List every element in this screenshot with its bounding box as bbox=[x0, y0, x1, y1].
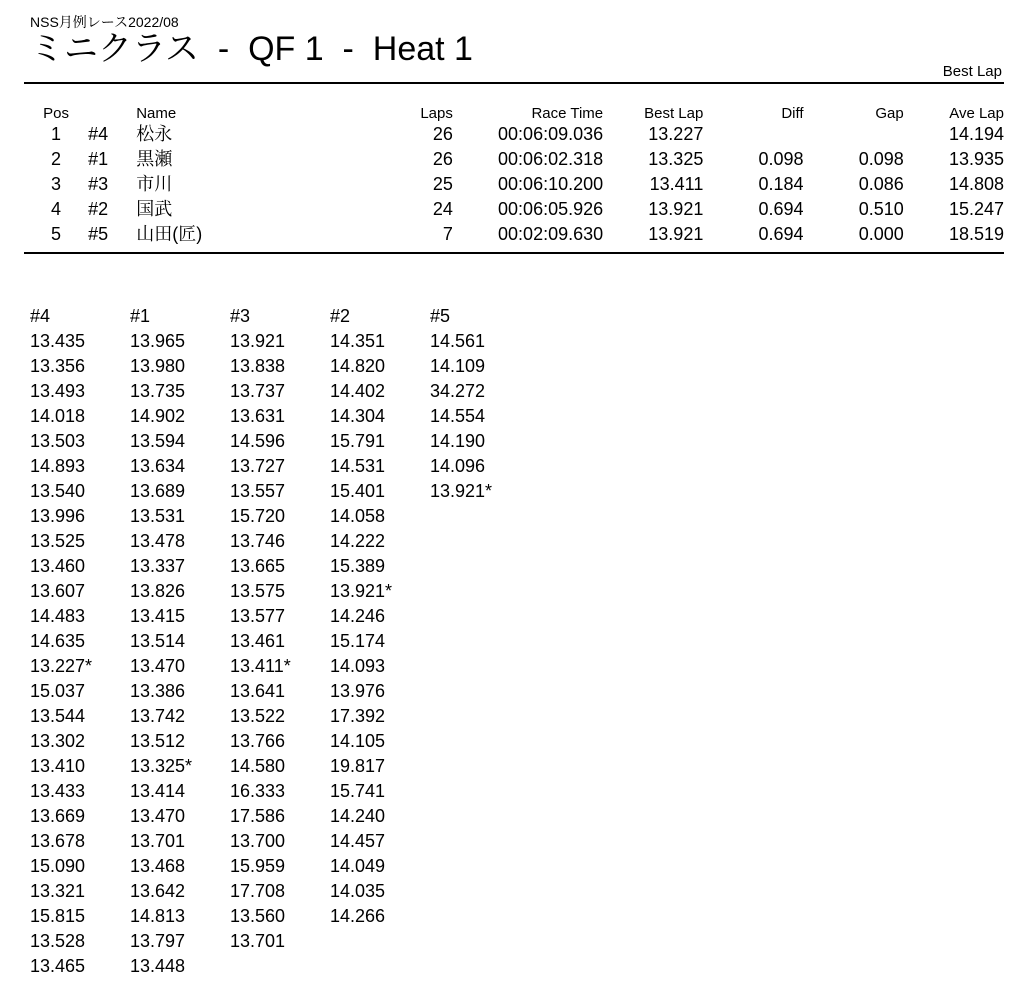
lap-time: 14.018 bbox=[30, 406, 86, 426]
lap-time: 13.634 bbox=[130, 456, 186, 476]
cell-diff: 0.694 bbox=[758, 199, 804, 219]
cell-best-lap: 13.227 bbox=[648, 124, 704, 144]
lap-time: 15.815 bbox=[30, 906, 86, 926]
lap-time: 13.727 bbox=[230, 456, 286, 476]
lap-time: 19.817 bbox=[330, 756, 386, 776]
lap-time: 13.735 bbox=[130, 381, 186, 401]
lap-time: 13.528 bbox=[30, 931, 86, 951]
col-ave-lap: Ave Lap bbox=[949, 105, 1004, 122]
cell-ave-lap: 14.194 bbox=[948, 124, 1004, 144]
results-body bbox=[24, 122, 1004, 247]
lap-time: 14.246 bbox=[330, 606, 386, 626]
lap-time: 13.557 bbox=[230, 481, 286, 501]
lap-time: 13.766 bbox=[230, 731, 286, 751]
event-name: NSS月例レース2022/08 bbox=[30, 14, 179, 30]
lap-time: 14.580 bbox=[230, 756, 286, 776]
lap-time: 13.665 bbox=[230, 556, 286, 576]
cell-pos: 1 bbox=[51, 124, 62, 144]
lap-time: 14.304 bbox=[330, 406, 386, 426]
lap-time: 13.461 bbox=[230, 631, 286, 651]
cell-gap bbox=[804, 122, 904, 147]
cell-race-time: 00:06:05.926 bbox=[498, 199, 604, 219]
results-table bbox=[24, 100, 1004, 247]
lap-time: 14.240 bbox=[330, 806, 386, 826]
lap-column bbox=[30, 304, 130, 979]
lap-time: 13.411* bbox=[230, 656, 291, 676]
cell-driver-name: 黒瀬 bbox=[136, 149, 173, 169]
lap-time: 13.460 bbox=[30, 556, 86, 576]
lap-time: 13.468 bbox=[130, 856, 186, 876]
lap-time: 14.531 bbox=[330, 456, 386, 476]
lap-time: 14.554 bbox=[430, 406, 486, 426]
cell-pos: 3 bbox=[51, 174, 62, 194]
lap-time: 13.493 bbox=[30, 381, 86, 401]
lap-time: 13.544 bbox=[30, 706, 86, 726]
lap-time: 13.512 bbox=[130, 731, 186, 751]
cell-laps: 24 bbox=[432, 199, 453, 219]
cell-laps: 26 bbox=[432, 149, 453, 169]
lap-time: 14.457 bbox=[330, 831, 386, 851]
lap-time: 13.797 bbox=[130, 931, 186, 951]
lap-time: 13.356 bbox=[30, 356, 86, 376]
lap-time: 13.826 bbox=[130, 581, 186, 601]
lap-time: 14.635 bbox=[30, 631, 86, 651]
lap-time: 13.577 bbox=[230, 606, 286, 626]
lap-time: 14.596 bbox=[230, 431, 286, 451]
lap-time: 13.478 bbox=[130, 531, 186, 551]
cell-car-number: #2 bbox=[88, 199, 109, 219]
lap-time: 14.105 bbox=[330, 731, 386, 751]
lap-time: 13.414 bbox=[130, 781, 186, 801]
lap-time: 13.838 bbox=[230, 356, 286, 376]
cell-best-lap: 13.411 bbox=[649, 174, 704, 194]
col-gap: Gap bbox=[875, 105, 904, 122]
cell-best-lap: 13.325 bbox=[648, 149, 704, 169]
lap-column bbox=[230, 304, 330, 979]
lap-time: 13.689 bbox=[130, 481, 186, 501]
col-num bbox=[88, 100, 136, 122]
lap-column-car: #2 bbox=[330, 306, 351, 326]
result-row bbox=[24, 147, 1004, 172]
results-header-row bbox=[24, 100, 1004, 122]
lap-time: 14.109 bbox=[430, 356, 486, 376]
lap-time: 13.921 bbox=[230, 331, 286, 351]
lap-time: 14.049 bbox=[330, 856, 386, 876]
lap-time: 15.389 bbox=[330, 556, 386, 576]
lap-time: 14.096 bbox=[430, 456, 486, 476]
lap-time: 14.402 bbox=[330, 381, 386, 401]
lap-time: 14.813 bbox=[130, 906, 186, 926]
result-row bbox=[24, 197, 1004, 222]
lap-time: 13.531 bbox=[130, 506, 186, 526]
cell-ave-lap: 18.519 bbox=[948, 224, 1004, 244]
lap-time: 13.642 bbox=[130, 881, 186, 901]
lap-times-grid bbox=[30, 304, 530, 979]
col-race-time: Race Time bbox=[531, 105, 604, 122]
lap-time: 13.514 bbox=[130, 631, 186, 651]
lap-time: 15.791 bbox=[330, 431, 386, 451]
lap-time: 13.701 bbox=[230, 931, 286, 951]
cell-driver-name: 山田(匠) bbox=[136, 224, 203, 244]
cell-car-number: #5 bbox=[88, 224, 109, 244]
lap-time: 13.700 bbox=[230, 831, 286, 851]
lap-time: 14.190 bbox=[430, 431, 486, 451]
col-name: Name bbox=[136, 105, 177, 122]
lap-time: 13.325* bbox=[130, 756, 193, 776]
cell-laps: 25 bbox=[432, 174, 453, 194]
lap-time: 13.503 bbox=[30, 431, 86, 451]
cell-laps: 26 bbox=[432, 124, 453, 144]
cell-ave-lap: 14.808 bbox=[948, 174, 1004, 194]
cell-gap: 0.000 bbox=[858, 224, 904, 244]
race-title: ミニクラス - QF 1 - Heat 1 bbox=[30, 30, 473, 68]
lap-time: 13.594 bbox=[130, 431, 186, 451]
cell-driver-name: 市川 bbox=[136, 174, 173, 194]
lap-time: 13.607 bbox=[30, 581, 86, 601]
lap-time: 13.415 bbox=[130, 606, 186, 626]
lap-time: 14.093 bbox=[330, 656, 386, 676]
col-best-lap: Best Lap bbox=[644, 105, 704, 122]
lap-time: 13.470 bbox=[130, 806, 186, 826]
lap-column-car: #5 bbox=[430, 306, 451, 326]
lap-time: 14.058 bbox=[330, 506, 386, 526]
lap-time: 15.401 bbox=[330, 481, 386, 501]
cell-race-time: 00:02:09.630 bbox=[498, 224, 604, 244]
cell-diff bbox=[703, 122, 803, 147]
lap-time: 17.586 bbox=[230, 806, 286, 826]
lap-time: 13.669 bbox=[30, 806, 86, 826]
col-pos: Pos bbox=[43, 105, 69, 122]
lap-time: 13.976 bbox=[330, 681, 386, 701]
result-row bbox=[24, 122, 1004, 147]
lap-time: 15.720 bbox=[230, 506, 286, 526]
cell-car-number: #3 bbox=[88, 174, 109, 194]
cell-diff: 0.184 bbox=[758, 174, 804, 194]
lap-time: 14.561 bbox=[430, 331, 486, 351]
lap-time: 13.575 bbox=[230, 581, 286, 601]
lap-column bbox=[130, 304, 230, 979]
lap-time: 14.820 bbox=[330, 356, 386, 376]
lap-time: 13.701 bbox=[130, 831, 186, 851]
cell-ave-lap: 15.247 bbox=[948, 199, 1004, 219]
lap-time: 13.678 bbox=[30, 831, 86, 851]
lap-time: 15.959 bbox=[230, 856, 286, 876]
cell-pos: 5 bbox=[51, 224, 62, 244]
lap-time: 15.174 bbox=[330, 631, 386, 651]
cell-driver-name: 松永 bbox=[136, 124, 173, 144]
lap-column-car: #4 bbox=[30, 306, 51, 326]
lap-time: 13.302 bbox=[30, 731, 86, 751]
lap-column bbox=[430, 304, 530, 979]
lap-column-car: #1 bbox=[130, 306, 151, 326]
result-row bbox=[24, 172, 1004, 197]
lap-time: 14.483 bbox=[30, 606, 86, 626]
lap-time: 14.222 bbox=[330, 531, 386, 551]
lap-time: 13.631 bbox=[230, 406, 286, 426]
lap-time: 13.470 bbox=[130, 656, 186, 676]
cell-car-number: #4 bbox=[88, 124, 109, 144]
col-diff: Diff bbox=[781, 105, 804, 122]
sort-label: Best Lap bbox=[942, 63, 1002, 80]
lap-time: 13.560 bbox=[230, 906, 286, 926]
lap-time: 15.037 bbox=[30, 681, 86, 701]
lap-time: 13.737 bbox=[230, 381, 286, 401]
cell-gap: 0.510 bbox=[858, 199, 904, 219]
result-row bbox=[24, 222, 1004, 247]
header-divider bbox=[24, 82, 1004, 84]
cell-car-number: #1 bbox=[88, 149, 109, 169]
cell-race-time: 00:06:02.318 bbox=[498, 149, 604, 169]
lap-time: 13.980 bbox=[130, 356, 186, 376]
lap-column-car: #3 bbox=[230, 306, 251, 326]
cell-diff: 0.694 bbox=[758, 224, 804, 244]
lap-time: 17.392 bbox=[330, 706, 386, 726]
lap-time: 13.522 bbox=[230, 706, 286, 726]
lap-time: 13.433 bbox=[30, 781, 86, 801]
lap-time: 34.272 bbox=[430, 381, 486, 401]
lap-time: 14.266 bbox=[330, 906, 386, 926]
lap-time: 14.893 bbox=[30, 456, 86, 476]
lap-time: 16.333 bbox=[230, 781, 286, 801]
cell-ave-lap: 13.935 bbox=[948, 149, 1004, 169]
lap-time: 13.227* bbox=[30, 656, 93, 676]
lap-time: 13.448 bbox=[130, 956, 186, 976]
cell-pos: 4 bbox=[51, 199, 62, 219]
lap-time: 13.996 bbox=[30, 506, 86, 526]
lap-time: 15.741 bbox=[330, 781, 386, 801]
lap-time: 13.540 bbox=[30, 481, 86, 501]
lap-time: 13.386 bbox=[130, 681, 186, 701]
lap-time: 13.525 bbox=[30, 531, 86, 551]
lap-time: 13.965 bbox=[130, 331, 186, 351]
cell-laps: 7 bbox=[442, 224, 453, 244]
lap-time: 14.351 bbox=[330, 331, 386, 351]
cell-race-time: 00:06:09.036 bbox=[498, 124, 604, 144]
cell-best-lap: 13.921 bbox=[648, 199, 704, 219]
lap-time: 13.921* bbox=[330, 581, 393, 601]
lap-column bbox=[330, 304, 430, 979]
col-laps: Laps bbox=[420, 105, 453, 122]
cell-driver-name: 国武 bbox=[136, 199, 173, 219]
cell-best-lap: 13.921 bbox=[648, 224, 704, 244]
cell-diff: 0.098 bbox=[758, 149, 804, 169]
lap-time: 13.435 bbox=[30, 331, 86, 351]
lap-time: 14.902 bbox=[130, 406, 186, 426]
cell-gap: 0.098 bbox=[858, 149, 904, 169]
results-divider bbox=[24, 252, 1004, 254]
lap-time: 13.641 bbox=[230, 681, 286, 701]
cell-gap: 0.086 bbox=[858, 174, 904, 194]
lap-time: 15.090 bbox=[30, 856, 86, 876]
lap-time: 14.035 bbox=[330, 881, 386, 901]
lap-time: 13.337 bbox=[130, 556, 186, 576]
cell-pos: 2 bbox=[51, 149, 62, 169]
cell-race-time: 00:06:10.200 bbox=[498, 174, 604, 194]
lap-time: 13.465 bbox=[30, 956, 86, 976]
lap-time: 13.410 bbox=[30, 756, 86, 776]
lap-time: 13.921* bbox=[430, 481, 493, 501]
lap-time: 17.708 bbox=[230, 881, 286, 901]
lap-time: 13.742 bbox=[130, 706, 186, 726]
lap-time: 13.746 bbox=[230, 531, 286, 551]
lap-time: 13.321 bbox=[30, 881, 86, 901]
